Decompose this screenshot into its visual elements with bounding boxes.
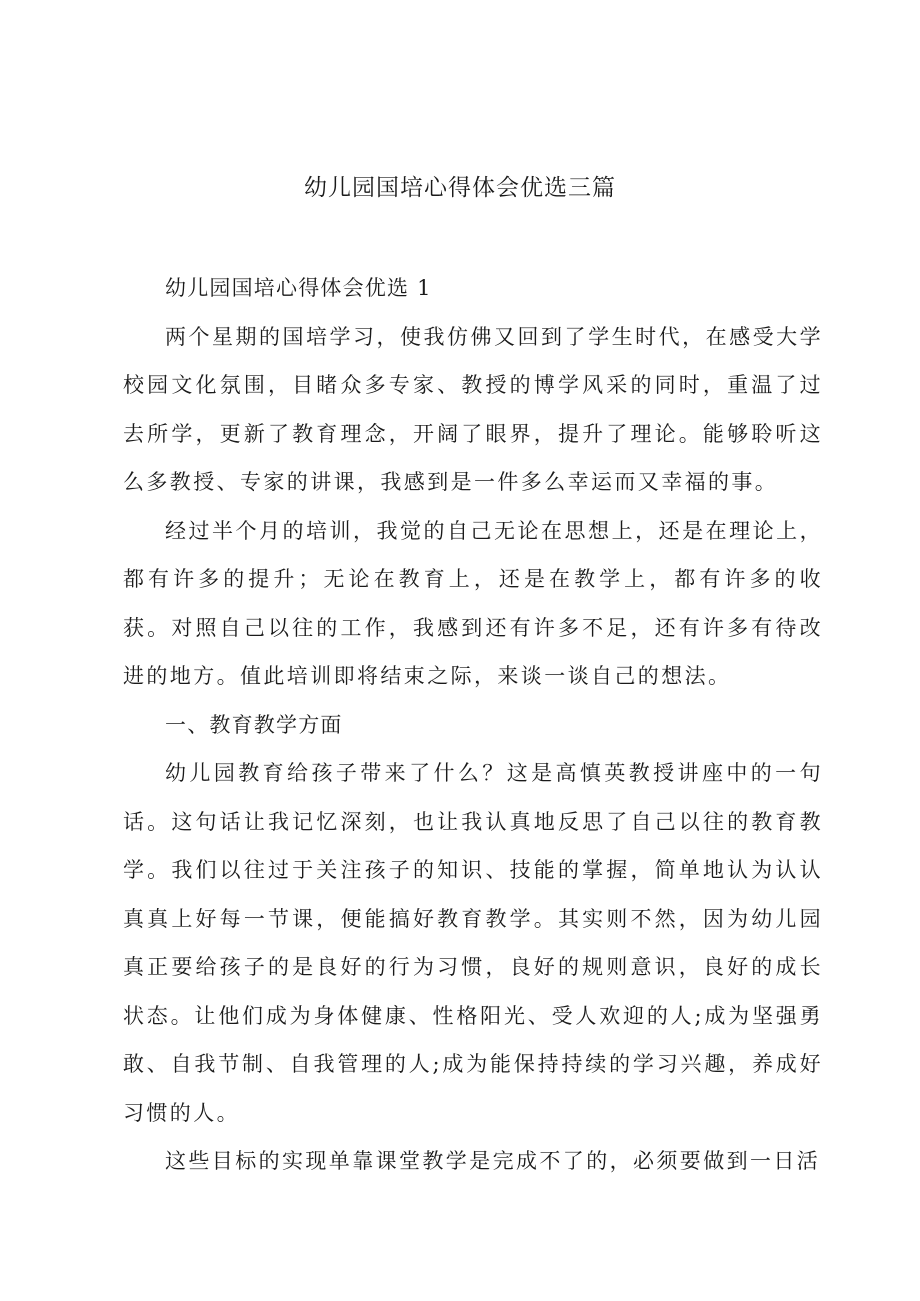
paragraph: 经过半个月的培训，我觉的自己无论在思想上，还是在理论上，都有许多的提升；无论在教育上，还是在教学上，都有许多的收获。对照自己以往的工作，我感到还有许多不足，还有许多有待改进的地方。值此培训即将结束之际，来谈一谈自己的想法。 [123, 518, 823, 688]
paragraph: 两个星期的国培学习，使我仿佛又回到了学生时代，在感受大学校园文化氛围，目睹众多专家、教授的博学风采的同时，重温了过去所学，更新了教育理念，开阔了眼界，提升了理论。能够聆听这么多教授、专家的讲课，我感到是一件多么幸运而又幸福的事。 [123, 324, 823, 494]
paragraph: 幼儿园教育给孩子带来了什么？这是高慎英教授讲座中的一句话。这句话让我记忆深刻，也让我认真地反思了自己以往的教育教学。我们以往过于关注孩子的知识、技能的掌握，简单地认为认认真真上好每一节课，便能搞好教育教学。其实则不然，因为幼儿园真正要给孩子的是良好的行为习惯，良好的规则意识，良好的成长状态。让他们成为身体健康、性格阳光、受人欢迎的人;成为坚强勇敢、自我节制、自我管理的人;成为能保持持续的学习兴趣，养成好习惯的人。 [123, 761, 823, 1125]
paragraph: 这些目标的实现单靠课堂教学是完成不了的，必须要做到一日活 [165, 1149, 821, 1173]
section-heading: 幼儿园国培心得体会优选 1 [165, 276, 432, 300]
section-heading: 一、教育教学方面 [165, 712, 343, 737]
document-title: 幼儿园国培心得体会优选三篇 [304, 175, 616, 201]
document-body [123, 264, 823, 1186]
